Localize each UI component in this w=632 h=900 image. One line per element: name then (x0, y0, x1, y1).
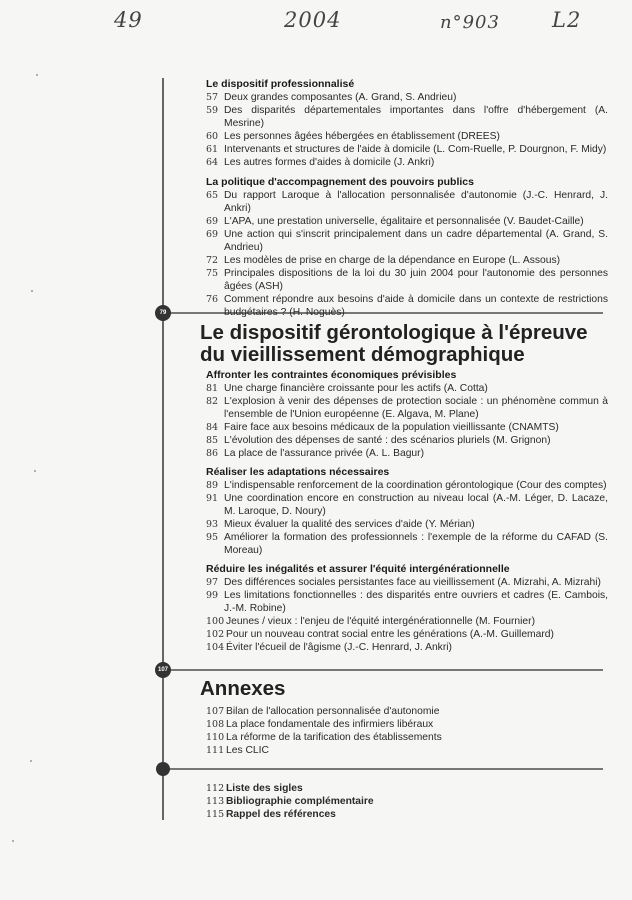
section-marker-79: 79 (155, 305, 171, 321)
toc-page-number: 69 (206, 216, 219, 227)
toc-page-number: 104 (206, 642, 225, 653)
toc-entry[interactable] (206, 130, 608, 143)
toc-entry-text: Intervenants et structures de l'aide à domicile (L. Com-Ruelle, P. Dourgnon, F. Midy) (224, 144, 607, 155)
toc-entry-text: Mieux évaluer la qualité des services d'aide (Y. Mérian) (224, 519, 475, 530)
toc-entry-text: Jeunes / vieux : l'enjeu de l'équité intergénérationnelle (M. Fournier) (226, 616, 536, 627)
toc-entry-text: Bibliographie complémentaire (226, 796, 374, 807)
toc-entry-text: L'explosion à venir des dépenses de protection sociale : un phénomène commun à l'ensemble de l'Union européenne (E. Algava, M. Plane) (224, 396, 608, 420)
toc-page-number: 110 (206, 732, 225, 743)
toc-entry[interactable] (206, 434, 608, 447)
toc-entry[interactable] (206, 531, 608, 557)
group-heading: Réaliser les adaptations nécessaires (206, 466, 390, 478)
toc-entry[interactable] (206, 228, 608, 254)
section-1 (206, 78, 608, 319)
scan-speck (34, 470, 36, 472)
toc-page-number: 84 (206, 422, 219, 433)
scan-speck (12, 840, 14, 842)
section-3 (206, 705, 608, 757)
toc-entry-text: Des différences sociales persistantes face au vieillissement (A. Mizrahi, A. Mizrahi) (224, 577, 601, 588)
toc-entry[interactable] (206, 628, 608, 641)
group-heading: Affronter les contraintes économiques prévisibles (206, 369, 457, 381)
toc-entry-text: L'évolution des dépenses de santé : des scénarios pluriels (M. Grignon) (224, 435, 551, 446)
toc-entry-text: Des disparités départementales importantes dans l'offre d'hébergement (A. Mesrine) (224, 105, 608, 129)
timeline-line (162, 78, 164, 820)
toc-entry-text: Éviter l'écueil de l'âgisme (J.-C. Henrard, J. Ankri) (226, 642, 452, 653)
toc-entry-text: Les modèles de prise en charge de la dépendance en Europe (L. Assous) (224, 255, 561, 266)
toc-entry[interactable] (206, 615, 608, 628)
toc-entry-text: Deux grandes composantes (A. Grand, S. Andrieu) (224, 92, 457, 103)
toc-page-number: 97 (206, 577, 219, 588)
toc-entry-text: Liste des sigles (226, 783, 303, 794)
toc-entry-text: La place de l'assurance privée (A. L. Bagur) (224, 448, 425, 459)
toc-entry[interactable] (206, 91, 608, 104)
scan-speck (31, 290, 33, 292)
scan-speck (30, 760, 32, 762)
handwritten-note-2: 2004 (284, 8, 342, 32)
toc-entry-text: Les limitations fonctionnelles : des disparités entre ouvriers et cadres (E. Cambois, J.-M. Robine) (224, 590, 608, 614)
toc-entry-text: La réforme de la tarification des établissements (226, 732, 442, 743)
toc-page-number: 61 (206, 144, 219, 155)
toc-entry[interactable] (206, 447, 608, 460)
toc-page-number: 100 (206, 616, 225, 627)
toc-page-number: 115 (206, 809, 225, 820)
handwritten-note-3: n°903 (440, 12, 500, 33)
toc-entry-text: Rappel des références (226, 809, 336, 820)
toc-entry[interactable] (206, 104, 608, 130)
toc-page-number: 91 (206, 493, 219, 504)
toc-entry[interactable] (206, 589, 608, 615)
toc-page-number: 93 (206, 519, 219, 530)
section-2 (206, 369, 608, 654)
toc-entry[interactable] (206, 156, 608, 169)
chapter-title: Le dispositif gérontologique à l'épreuve du vieillissement démographique (200, 321, 588, 366)
toc-entry[interactable] (206, 143, 608, 156)
toc-entry[interactable] (206, 382, 608, 395)
toc-entry-text: Faire face aux besoins médicaux de la population vieillissante (CNAMTS) (224, 422, 559, 433)
handwritten-note-4: L2 (552, 8, 582, 32)
toc-page-number: 89 (206, 480, 219, 491)
toc-page-number: 99 (206, 590, 219, 601)
toc-entry[interactable] (206, 492, 608, 518)
toc-entry[interactable] (206, 718, 608, 731)
toc-page-number: 81 (206, 383, 219, 394)
toc-entry[interactable] (206, 395, 608, 421)
toc-entry-text: Une charge financière croissante pour les actifs (A. Cotta) (224, 383, 488, 394)
toc-page-number: 111 (206, 745, 225, 756)
toc-page-number: 102 (206, 629, 225, 640)
toc-entry-text: La place fondamentale des infirmiers libéraux (226, 719, 434, 730)
toc-entry-text: Du rapport Laroque à l'allocation personnalisée d'autonomie (J.-C. Henrard, J. Ankri) (224, 190, 608, 214)
annexes-title: Annexes (200, 677, 286, 700)
toc-page-number: 65 (206, 190, 219, 201)
toc-entry-text: Une action qui s'inscrit principalement dans un cadre départemental (A. Grand, S. Andrieu) (224, 229, 608, 253)
toc-entry-text: Bilan de l'allocation personnalisée d'autonomie (226, 706, 440, 717)
toc-entry-text: L'APA, une prestation universelle, égalitaire et personnalisée (V. Baudet-Caille) (224, 216, 584, 227)
toc-entry-text: Principales dispositions de la loi du 30 juin 2004 pour l'autonomie des personnes âgées (ASH) (224, 268, 608, 292)
toc-entry[interactable] (206, 518, 608, 531)
toc-page-number: 112 (206, 783, 225, 794)
toc-page-number: 57 (206, 92, 219, 103)
toc-entry[interactable] (206, 215, 608, 228)
toc-entry[interactable] (206, 705, 608, 718)
section-rule (162, 669, 603, 671)
back-matter (206, 782, 506, 821)
toc-entry-text: Les autres formes d'aides à domicile (J. Ankri) (224, 157, 435, 168)
toc-entry[interactable] (206, 421, 608, 434)
toc-entry[interactable] (206, 267, 608, 293)
toc-page-number: 82 (206, 396, 219, 407)
toc-entry[interactable] (206, 479, 608, 492)
toc-page-number: 108 (206, 719, 225, 730)
group-heading: La politique d'accompagnement des pouvoirs publics (206, 176, 474, 188)
toc-entry-text: Comment répondre aux besoins d'aide à domicile dans un contexte de restrictions budgétaires ? (H. Noguès) (224, 294, 608, 318)
toc-page-number: 64 (206, 157, 219, 168)
toc-entry[interactable] (206, 189, 608, 215)
toc-page-number: 75 (206, 268, 219, 279)
toc-page-number: 60 (206, 131, 219, 142)
toc-page-number: 72 (206, 255, 219, 266)
toc-entry[interactable] (206, 744, 608, 757)
toc-entry[interactable] (206, 254, 608, 267)
group-heading: Réduire les inégalités et assurer l'équité intergénérationnelle (206, 563, 510, 575)
toc-page-number: 69 (206, 229, 219, 240)
handwritten-note-1: 49 (114, 8, 143, 32)
section-rule (162, 768, 603, 770)
toc-page-number: 86 (206, 448, 219, 459)
toc-page-number: 113 (206, 796, 225, 807)
toc-entry-text: Une coordination encore en construction au niveau local (A.-M. Léger, D. Lacaze, M. Laroque, D. Noury) (224, 493, 608, 517)
toc-page-number: 95 (206, 532, 219, 543)
toc-entry[interactable] (206, 782, 506, 795)
toc-entry-text: Les personnes âgées hébergées en établissement (DREES) (224, 131, 500, 142)
toc-entry-text: L'indispensable renforcement de la coordination gérontologique (Cour des comptes) (224, 480, 607, 491)
toc-entry[interactable] (206, 293, 608, 319)
section-marker-107: 107 (155, 662, 171, 678)
toc-entry[interactable] (206, 731, 608, 744)
toc-entry-text: Améliorer la formation des professionnels : l'exemple de la réforme du CAFAD (S. Moreau) (224, 532, 608, 556)
toc-page-number: 76 (206, 294, 219, 305)
section-marker-dot (156, 762, 170, 776)
toc-entry-text: Pour un nouveau contrat social entre les générations (A.-M. Guillemard) (226, 629, 554, 640)
toc-entry[interactable] (206, 641, 608, 654)
toc-entry-text: Les CLIC (226, 745, 269, 756)
scan-speck (36, 74, 38, 76)
toc-page-number: 59 (206, 105, 219, 116)
toc-entry[interactable] (206, 576, 608, 589)
toc-page-number: 107 (206, 706, 225, 717)
toc-entry[interactable] (206, 808, 506, 821)
toc-entry[interactable] (206, 795, 506, 808)
toc-page-number: 85 (206, 435, 219, 446)
group-heading: Le dispositif professionnalisé (206, 78, 355, 90)
